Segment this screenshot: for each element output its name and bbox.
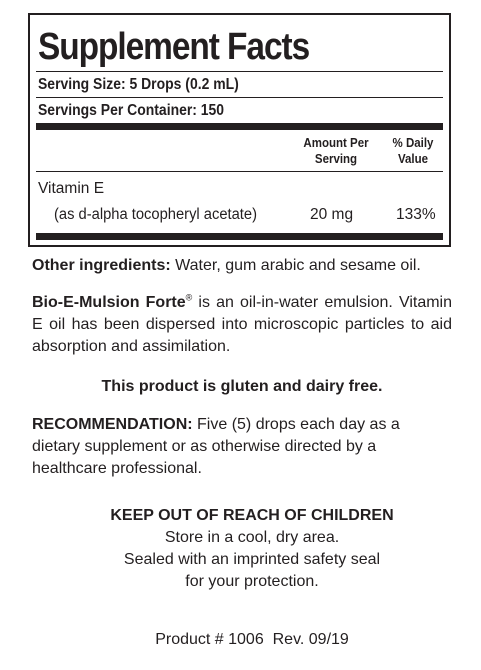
servings-per-container: Servings Per Container: 150 [38,102,225,119]
warning-block [32,505,472,593]
other-ingredients-label: Other ingredients: [32,257,171,274]
supplement-facts-panel [28,13,451,247]
recommendation-label: RECOMMENDATION: [32,416,193,433]
divider-line [36,171,443,172]
dv-header-line2: Value [397,152,429,166]
product-footer [32,629,472,651]
divider-line [36,97,443,98]
thick-divider [36,233,443,240]
serving-size: Serving Size: 5 Drops (0.2 mL) [38,76,239,93]
daily-value-header [384,135,443,167]
protection-line: for your protection. [185,573,319,590]
product-description [32,292,452,358]
registered-mark: ® [185,292,193,303]
nutrient-form: (as d-alpha tocopheryl acetate) [54,206,258,223]
product-number: Product # 1006 [155,631,264,648]
thick-divider [36,123,443,130]
recommendation [32,414,452,480]
nutrient-daily-value: 133% [396,206,436,223]
other-ingredients-text: Water, gum arabic and sesame oil. [170,257,421,274]
facts-title: Supplement Facts [38,26,310,68]
gluten-statement: This product is gluten and dairy free. [101,378,383,395]
nutrient-amount: 20 mg [310,206,354,223]
divider-line [36,71,443,72]
amount-header-line2: Serving [314,152,358,166]
product-description-text: is an oil-in-water emulsion. Vitamin E oil has been dispersed into microscopic particles to aid absorption and assimilation. [32,294,453,355]
warning-title: KEEP OUT OF REACH OF CHILDREN [110,507,394,524]
dv-header-line1: % Daily [392,136,434,150]
revision: Rev. 09/19 [272,631,349,648]
seal-line: Sealed with an imprinted safety seal [123,551,381,568]
amount-header-line1: Amount Per [303,136,369,150]
other-ingredients [32,255,452,277]
storage-line: Store in a cool, dry area. [164,529,340,546]
recommendation-text: Five (5) drops each day as a dietary supplement or as otherwise directed by a healthcare professional. [32,416,400,477]
product-name: Bio-E-Mulsion Forte [32,294,186,311]
nutrient-name: Vitamin E [38,180,105,197]
amount-per-serving-header [296,135,377,167]
